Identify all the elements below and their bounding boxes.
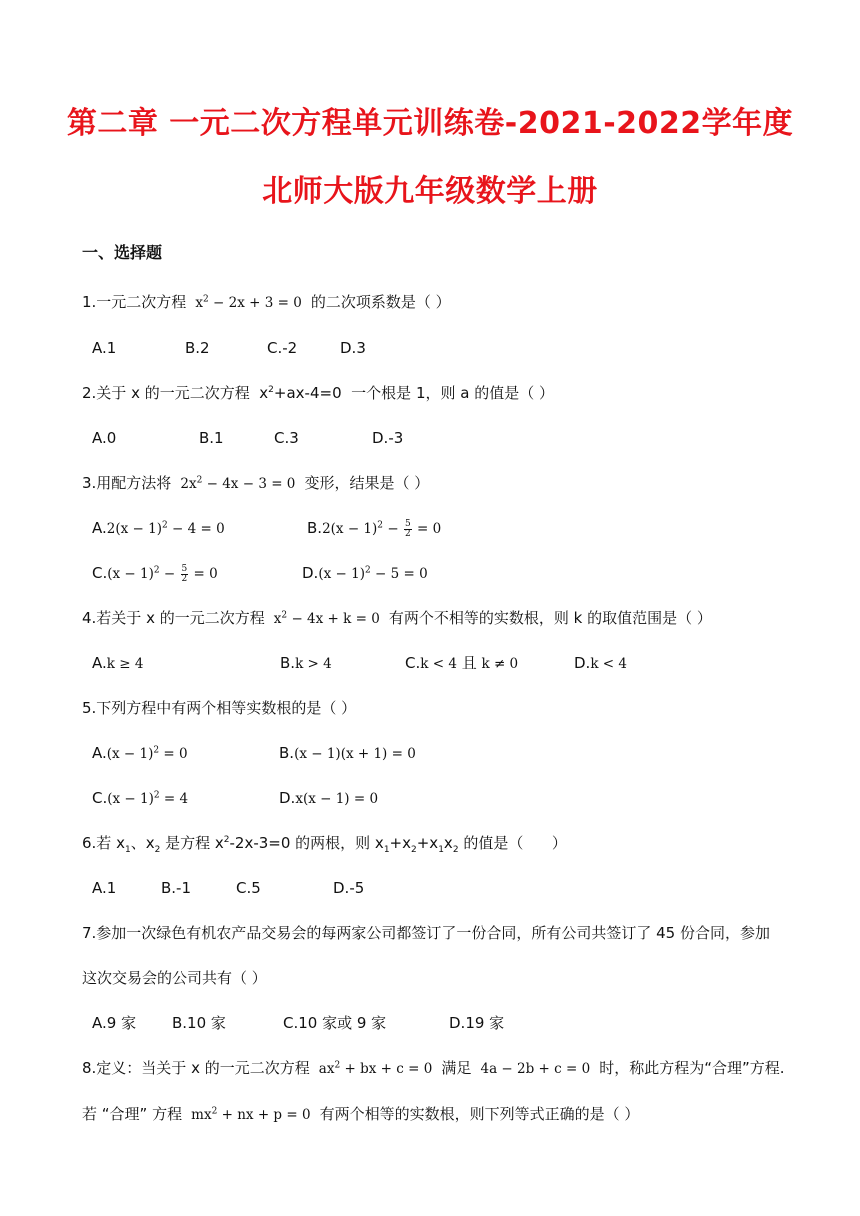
section-heading: 一、选择题 (82, 243, 163, 262)
q1-option-d: D.3 (340, 339, 366, 357)
q3-option-d-equation: $(x - 1)^2 - 5 = 0$ (318, 565, 428, 582)
q4-option-a-letter: A. (92, 654, 107, 672)
q3-option-d-letter: D. (302, 564, 319, 582)
q6-option-b: B.-1 (161, 879, 192, 897)
question-3-suffix: 变形，结果是（ ） (304, 474, 430, 492)
q1-option-c: C.-2 (267, 339, 298, 357)
q4-option-c: C.k < 4 且 k ≠ 0 (405, 654, 519, 672)
q4-option-c-letter: C. (405, 654, 421, 672)
q2-option-d: D.-3 (372, 429, 404, 447)
q4-option-a-expr: k ≥ 4 (106, 656, 144, 672)
question-6-prefix: 6.若 x (82, 834, 125, 852)
question-2 (82, 383, 554, 403)
question-4 (82, 608, 712, 629)
q5-option-d (279, 788, 378, 809)
q3-option-c (92, 563, 218, 584)
q5-option-c-equation: $(x - 1)^2 = 4$ (107, 790, 189, 807)
q4-option-c-expr-2: k ≠ 0 (481, 656, 519, 672)
q1-option-a: A.1 (92, 339, 117, 357)
q7-option-a: A.9 家 (92, 1014, 137, 1032)
q4-option-d-expr: k < 4 (590, 656, 627, 672)
page-title-line-2: 北师大版九年级数学上册 (262, 174, 598, 209)
q6-option-d: D.-5 (333, 879, 365, 897)
q3-option-b (307, 518, 441, 539)
q5-option-d-letter: D. (279, 789, 296, 807)
question-8-line2-suffix: 有两个相等的实数根，则下列等式正确的是（ ） (319, 1105, 640, 1123)
question-2-prefix: 2.关于 x 的一元二次方程 (82, 384, 250, 402)
q4-option-d (574, 653, 627, 674)
question-5: 5.下列方程中有两个相等实数根的是（ ） (82, 699, 357, 717)
q5-option-c (92, 788, 188, 809)
question-8-equation-2: $mx^2$ + nx + p = 0 (186, 1106, 315, 1123)
q5-option-a-letter: A. (92, 744, 107, 762)
question-1-prefix: 1.一元二次方程 (82, 293, 187, 311)
question-8-prefix: 8.定义：当关于 x 的一元二次方程 (82, 1059, 310, 1077)
q5-option-a-equation: $(x - 1)^2 = 0$ (106, 745, 188, 762)
q6-option-c: C.5 (236, 879, 261, 897)
q4-option-b (280, 653, 332, 674)
q6-option-a: A.1 (92, 879, 117, 897)
question-4-suffix: 有两个不相等的实数根，则 k 的取值范围是（ ） (388, 609, 712, 627)
q2-option-b: B.1 (199, 429, 224, 447)
question-7-line-2: 这次交易会的公司共有（ ） (82, 969, 267, 987)
q3-option-a-letter: A. (92, 519, 107, 537)
q3-option-a-equation: $2(x - 1)^2 - 4 = 0$ (106, 520, 225, 537)
question-8-equation-1: $ax^2$ + bx + c = 0 (314, 1060, 437, 1077)
question-8-suffix: 时，称此方程为“合理”方程. (599, 1059, 785, 1077)
question-4-prefix: 4.若关于 x 的一元二次方程 (82, 609, 265, 627)
question-8-condition: 4a − 2b + c = 0 (476, 1061, 595, 1077)
q4-option-b-expr: k > 4 (295, 656, 332, 672)
question-8-line2-prefix: 若 “合理” 方程 (82, 1105, 183, 1123)
q2-option-a: A.0 (92, 429, 117, 447)
q4-option-d-letter: D. (574, 654, 591, 672)
q5-option-d-equation: x(x − 1) = 0 (295, 791, 379, 807)
question-8-line-1 (82, 1058, 785, 1079)
q3-option-c-equation: $(x - 1)^2$ − $\frac{5}{2}$ = 0 (107, 564, 218, 584)
q3-option-a (92, 518, 225, 539)
q5-option-b-equation: (x − 1)(x + 1) = 0 (294, 746, 416, 762)
question-1 (82, 292, 451, 313)
page-title-line-1: 第二章 一元二次方程单元训练卷-2021-2022学年度 (66, 106, 794, 141)
q5-option-b-letter: B. (279, 744, 295, 762)
q5-option-a (92, 743, 188, 764)
question-2-equation: $x^2+ax-4=0$ (254, 384, 347, 402)
q7-option-b: B.10 家 (172, 1014, 226, 1032)
q7-option-d: D.19 家 (449, 1014, 505, 1032)
question-8-mid: 满足 (441, 1059, 472, 1077)
q2-option-c: C.3 (274, 429, 299, 447)
question-8-line-2 (82, 1104, 639, 1125)
q5-option-c-letter: C. (92, 789, 108, 807)
question-7-line-1: 7.参加一次绿色有机农产品交易会的每两家公司都签订了一份合同，所有公司共签订了 45 份合同，参加 (82, 924, 770, 942)
question-6-body: $_1$、$x_2$ 是方程 $x^2-2x-3=0$ 的两根，则 $x_1+x_2+x_1x_2$ 的值是（ ） (124, 834, 567, 855)
q3-option-d (302, 563, 428, 584)
question-2-suffix: 一个根是 1，则 a 的值是（ ） (351, 384, 554, 402)
q1-option-b: B.2 (185, 339, 210, 357)
q7-option-c: C.10 家或 9 家 (283, 1014, 387, 1032)
q3-option-c-letter: C. (92, 564, 108, 582)
q4-option-c-expr: k < 4 (420, 656, 457, 672)
question-3 (82, 473, 429, 494)
question-1-suffix: 的二次项系数是（ ） (310, 293, 451, 311)
question-1-equation: $x^2 - 2x + 3 = 0$ (191, 294, 307, 311)
q4-option-b-letter: B. (280, 654, 296, 672)
q3-option-b-letter: B. (307, 519, 323, 537)
q4-option-a (92, 653, 143, 674)
question-3-prefix: 3.用配方法将 (82, 474, 172, 492)
question-3-equation: $2x^2 - 4x - 3 = 0$ (176, 475, 300, 492)
question-6 (82, 833, 567, 853)
question-4-equation: $x^2 - 4x + k = 0$ (269, 610, 385, 627)
q5-option-b (279, 743, 416, 764)
q3-option-b-equation: $2(x - 1)^2$ − $\frac{5}{2}$ = 0 (322, 519, 442, 539)
